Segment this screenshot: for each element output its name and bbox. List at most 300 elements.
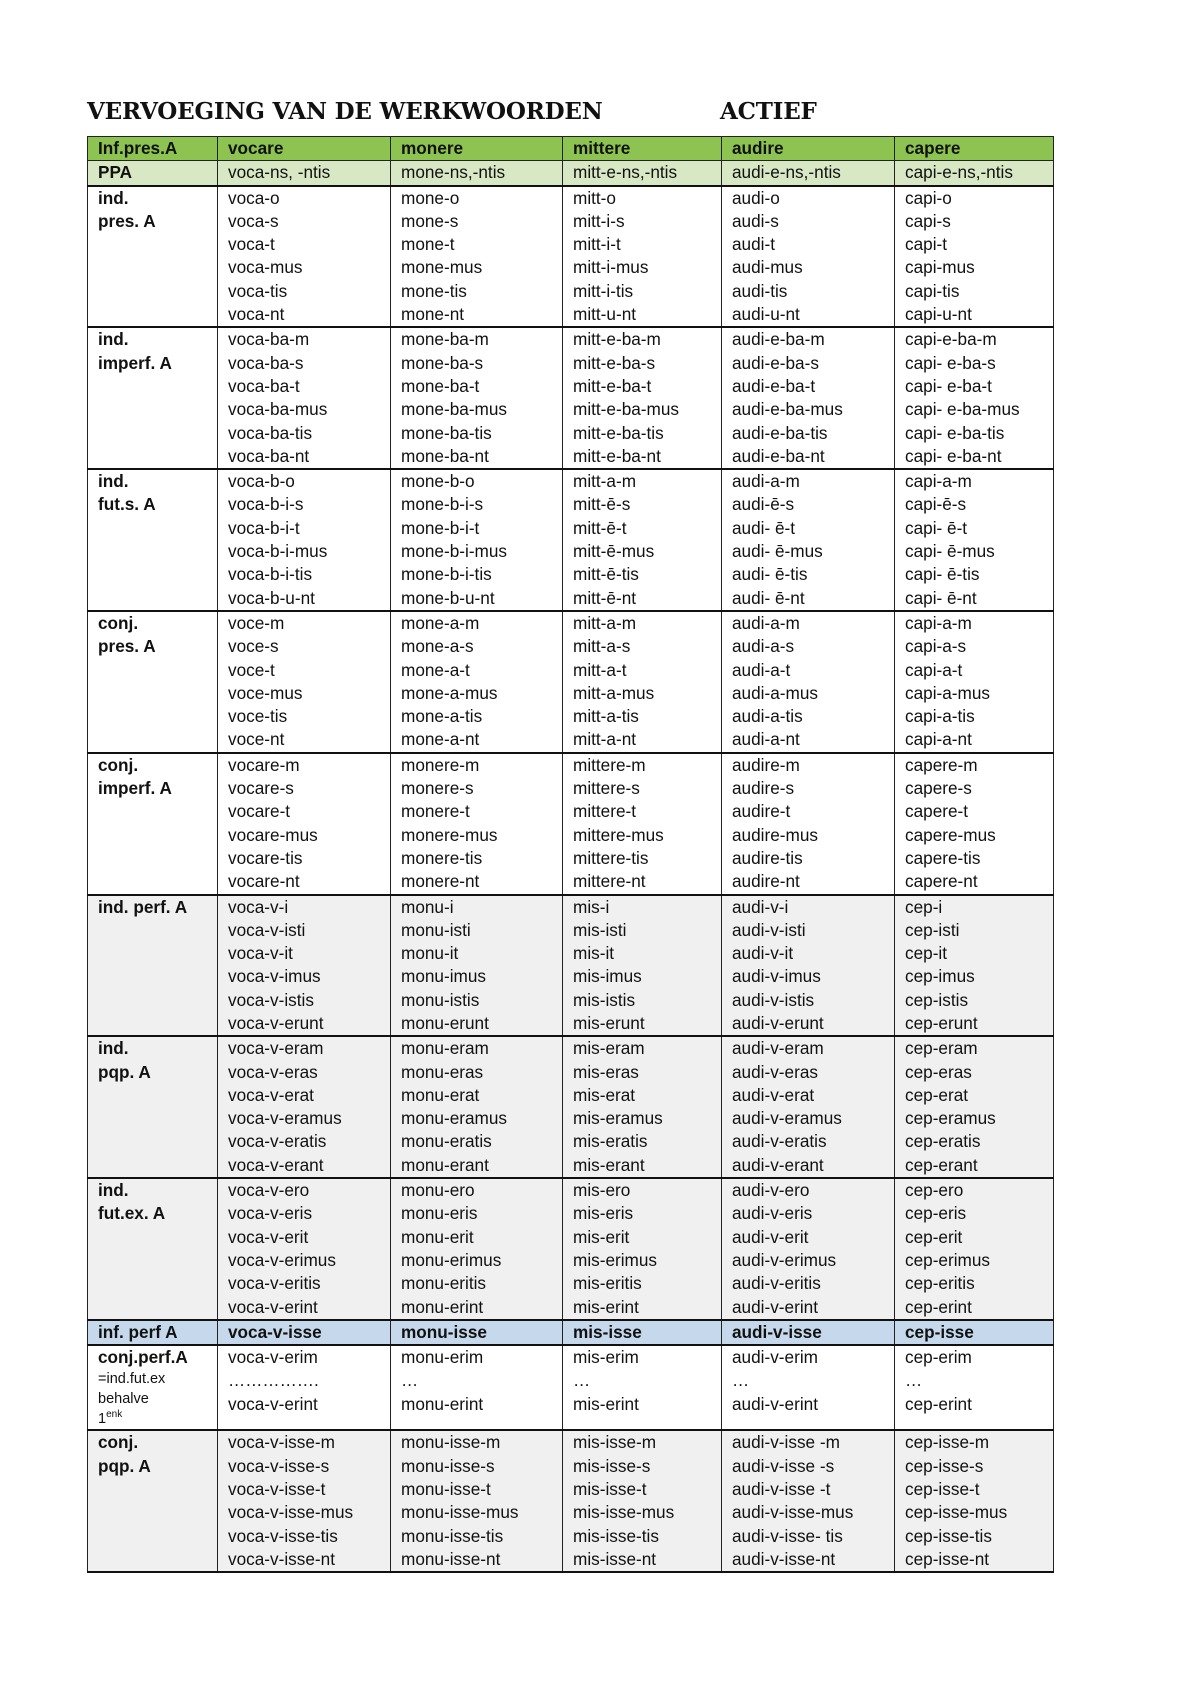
verb-form: voce-t [228,659,275,680]
verb-form: voca-ba-nt [228,445,310,466]
verb-form: capere-t [905,801,969,822]
verb-form: mone-ba-nt [401,445,489,466]
verb-form: audi-e-ba-tis [732,422,828,443]
inf-perf-form: voca-v-isse [218,1320,391,1345]
conjugation-cell [218,1430,391,1572]
verb-form: monu-eris [401,1203,478,1224]
verb-form: capi- e-ba-t [905,375,992,396]
conjugation-cell [391,327,563,469]
verb-form: mone-o [401,187,460,208]
verb-form: mis-eramus [573,1108,663,1129]
verb-form: monere-m [401,754,480,775]
verb-form: monere-tis [401,847,483,868]
verb-form: mitt-a-m [573,471,637,492]
verb-form: mis-erint [573,1296,639,1317]
verb-form: audi-u-nt [732,304,800,325]
verb-form: mittere-nt [573,871,646,892]
conjugation-cell [563,469,722,611]
verb-form: audi-v-eras [732,1061,818,1082]
verb-form: voca-b-i-s [228,494,304,515]
verb-form: mone-a-tis [401,706,483,727]
verb-form: monu-isse-m [401,1432,501,1453]
verb-form: capere-s [905,778,972,799]
verb-form: mis-eris [573,1203,634,1224]
verb-form: audi-v-eratis [732,1131,827,1152]
tense-group-row [88,1430,1054,1572]
verb-form: cep-ero [905,1180,964,1201]
verb-form: capi-a-m [905,471,972,492]
tense-label-line: fut.s. A [98,494,156,515]
verb-form: vocare-m [228,754,300,775]
tense-label-line: pres. A [98,210,156,231]
verb-form: voca-nt [228,304,285,325]
verb-form: mis-isse-nt [573,1548,657,1569]
verb-form: cep-erim [905,1347,972,1368]
verb-form: voca-mus [228,257,303,278]
verb-form: voca-v-erint [228,1393,318,1414]
verb-form: voca-v-isse-s [228,1455,330,1476]
verb-form: audi-v-isse -s [732,1455,835,1476]
verb-form: capere-mus [905,824,996,845]
verb-form: audi-a-m [732,471,800,492]
verb-form: capere-nt [905,871,978,892]
verb-form: mone-ba-s [401,352,484,373]
verb-form: mis-eritis [573,1273,642,1294]
verb-form: capi- e-ba-tis [905,422,1005,443]
verb-form: voca-ba-tis [228,422,313,443]
verb-form: cep-eras [905,1061,972,1082]
verb-form: audi-v-erint [732,1296,818,1317]
conjugation-cell [391,1036,563,1178]
verb-form: mis-istis [573,989,636,1010]
verb-form: audi- ē-nt [732,587,805,608]
verb-form: audire-m [732,754,800,775]
tense-label-line: imperf. A [98,778,172,799]
verb-form: capi- ē-mus [905,541,995,562]
verb-form: … [905,1370,923,1391]
verb-form: monere-s [401,778,474,799]
verb-form: capi- ē-tis [905,564,980,585]
conjugation-cell [722,469,895,611]
verb-form: monu-erit [401,1226,474,1247]
verb-form: mitt-ē-s [573,494,631,515]
verb-form: mis-erat [573,1084,636,1105]
verb-form: mis-isse-mus [573,1502,675,1523]
ppa-form: voca-ns, -ntis [218,161,391,186]
verb-form: mittere-s [573,778,640,799]
verb-form: voce-tis [228,706,288,727]
tense-label-line: ind. [98,329,129,350]
verb-form: mis-isse-t [573,1479,647,1500]
verb-form: cep-istis [905,989,969,1010]
verb-form: audi-v-erint [732,1393,818,1414]
verb-form: audi-v-isse- tis [732,1525,843,1546]
verb-form: audi-v-isse-mus [732,1502,854,1523]
verb-form: audi-v-i [732,896,789,917]
conjugation-cell [563,753,722,895]
verb-form: mitt-ē-t [573,517,627,538]
tense-label [88,611,218,753]
verb-form: capi-o [905,187,952,208]
person-superscript: enk [106,1409,123,1421]
tense-label-line: ind. perf. A [98,896,188,917]
verb-form: mitt-i-mus [573,257,649,278]
verb-form: mis-it [573,943,615,964]
verb-form: monu-erunt [401,1012,489,1033]
verb-form: voca-v-eratis [228,1131,327,1152]
verb-form: voca-v-isse-m [228,1432,335,1453]
conjugation-cell [722,611,895,753]
tense-label-note: behalve [98,1391,149,1408]
conjugation-cell [218,1178,391,1320]
verb-form: mis-eram [573,1038,645,1059]
verb-form: voca-v-erim [228,1347,318,1368]
verb-form: cep-isti [905,919,960,940]
inf-perf-form: monu-isse [391,1320,563,1345]
verb-form: mis-eras [573,1061,639,1082]
conjugation-cell [563,327,722,469]
verb-form: cep-isse-mus [905,1502,1008,1523]
verb-form: mone-ba-t [401,375,480,396]
verb-form: audi- ē-mus [732,541,823,562]
verb-form: voca-v-erat [228,1084,314,1105]
verb-form: capere-tis [905,847,981,868]
verb-form: voca-ba-m [228,329,310,350]
tense-label [88,469,218,611]
tense-label-line: conj. [98,1432,139,1453]
verb-form: voca-v-it [228,943,293,964]
verb-form: audi-v-eritis [732,1273,821,1294]
verb-form: audi-e-ba-m [732,329,825,350]
verb-form: voca-v-isse-tis [228,1525,338,1546]
verb-form: voca-v-istis [228,989,314,1010]
tense-label-line: pqp. A [98,1455,151,1476]
verb-form: cep-eratis [905,1131,981,1152]
tense-label-line: ind. [98,187,129,208]
verb-form: audire-s [732,778,795,799]
verb-form: monu-isse-tis [401,1525,504,1546]
conjugation-cell [391,1178,563,1320]
verb-form: audi-v-erat [732,1084,815,1105]
verb-form: mitt-i-t [573,234,621,255]
tense-label [88,753,218,895]
verb-form: vocare-mus [228,824,318,845]
tense-label [88,895,218,1037]
verb-form: mittere-tis [573,847,649,868]
verb-form: audi-v-eris [732,1203,813,1224]
verb-form: voce-mus [228,682,303,703]
verb-form: audi-a-nt [732,729,800,750]
verb-form: capi-a-mus [905,682,991,703]
verb-form: voca-v-eras [228,1061,318,1082]
conjugation-cell [895,753,1054,895]
verb-form: voca-b-i-mus [228,541,328,562]
verb-form: vocare-s [228,778,294,799]
verb-form: voca-tis [228,280,288,301]
tense-label-line: conj. [98,612,139,633]
tense-label-line: ind. [98,1180,129,1201]
verb-form: capi-e-ba-m [905,329,997,350]
verb-form: capi-tis [905,280,960,301]
tense-label-line: ind. [98,1038,129,1059]
conjugation-cell [722,753,895,895]
inf-perf-form: mis-isse [563,1320,722,1345]
verb-form: mone-ba-m [401,329,489,350]
inf-perf-label: inf. perf A [88,1320,218,1345]
verb-form: cep-eris [905,1203,967,1224]
conjugation-cell [563,1430,722,1572]
verb-form: capi-a-m [905,612,972,633]
verb-form: mone-a-t [401,659,470,680]
verb-form: capi-a-s [905,636,967,657]
conjugation-cell [391,1345,563,1430]
verb-form: mitt-a-mus [573,682,655,703]
tense-label-line: fut.ex. A [98,1203,166,1224]
verb-form: vocare-nt [228,871,300,892]
verb-header: capere [895,137,1054,161]
verb-form: voca-v-isse-t [228,1479,326,1500]
verb-form: mittere-t [573,801,637,822]
tense-label [88,1178,218,1320]
verb-form: mone-ba-mus [401,399,508,420]
verb-form: voca-b-u-nt [228,587,315,608]
verb-form: cep-i [905,896,943,917]
verb-form: voca-v-erint [228,1296,318,1317]
verb-form: voca-b-i-tis [228,564,313,585]
conjugation-cell [563,1178,722,1320]
verb-form: mis-erunt [573,1012,645,1033]
verb-form: voca-b-i-t [228,517,300,538]
verb-form: voca-v-imus [228,966,321,987]
verb-form: mis-erint [573,1393,639,1414]
conjugation-table [87,136,1054,1573]
verb-form: capi- ē-nt [905,587,977,608]
conjugation-cell [391,186,563,328]
tense-label [88,1430,218,1572]
verb-form: voca-v-erunt [228,1012,324,1033]
tense-label-note: =ind.fut.ex [98,1371,166,1388]
verb-form: voca-o [228,187,280,208]
verb-form: mis-isti [573,919,627,940]
verb-form: mone-b-i-s [401,494,484,515]
verb-form: voca-v-eritis [228,1273,321,1294]
verb-form: voca-v-eram [228,1038,324,1059]
verb-form: vocare-t [228,801,291,822]
conjugation-cell [895,1430,1054,1572]
verb-form: monere-mus [401,824,498,845]
verb-form: monu-istis [401,989,480,1010]
conjugation-table-body [88,137,1054,1573]
tense-group-row [88,469,1054,611]
verb-form: voca-v-i [228,896,289,917]
verb-form: monu-isse-s [401,1455,495,1476]
verb-form: audi-v-isti [732,919,806,940]
verb-form: mis-erant [573,1154,645,1175]
tense-label-line: pres. A [98,636,156,657]
conjugation-cell [722,1345,895,1430]
verb-form: mone-b-i-t [401,517,480,538]
verb-form: capi-a-tis [905,706,975,727]
verb-header: monere [391,137,563,161]
verb-form: audi-v-erunt [732,1012,824,1033]
conjugation-cell [895,1036,1054,1178]
verb-form: voca-ba-mus [228,399,328,420]
verb-form: cep-eram [905,1038,978,1059]
verb-form: audi-v-istis [732,989,815,1010]
verb-form: monu-isti [401,919,471,940]
ppa-row [88,161,1054,186]
verb-form: monu-erimus [401,1249,502,1270]
verb-form: audi-o [732,187,780,208]
verb-form: voca-t [228,234,275,255]
verb-form: voca-v-isse-nt [228,1548,335,1569]
conjugation-cell [563,1036,722,1178]
tense-group-row [88,186,1054,328]
conjugation-cell [391,611,563,753]
verb-form: audi-a-t [732,659,791,680]
verb-form: audi-ē-s [732,494,795,515]
verb-form: mitt-a-t [573,659,627,680]
inf-perf-row [88,1320,1054,1345]
conjugation-cell [722,327,895,469]
verb-form: mone-mus [401,257,483,278]
verb-form: mitt-e-ba-s [573,352,656,373]
verb-form: monere-t [401,801,470,822]
tense-group-row [88,327,1054,469]
verb-form: voca-v-erant [228,1154,324,1175]
verb-form: audire-nt [732,871,800,892]
verb-form: audi-a-tis [732,706,803,727]
verb-form: mone-nt [401,304,465,325]
tense-label-line: ind. [98,471,129,492]
verb-form: audi-t [732,234,775,255]
conjugation-cell [218,1036,391,1178]
verb-form: monu-eramus [401,1108,508,1129]
verb-form: monu-ero [401,1180,475,1201]
verb-form: audire-t [732,801,791,822]
ppa-label: PPA [88,161,218,186]
verb-form: audi-v-erant [732,1154,824,1175]
verb-form: mone-a-m [401,612,480,633]
conjugation-cell [563,895,722,1037]
verb-form: cep-isse-s [905,1455,984,1476]
verb-form: capi-ē-s [905,494,967,515]
header-label: Inf.pres.A [88,137,218,161]
verb-form: voca-v-eris [228,1203,313,1224]
conj-perf-row [88,1345,1054,1430]
verb-form: capi-mus [905,257,975,278]
conjugation-cell [391,469,563,611]
verb-form: audi-mus [732,257,803,278]
verb-form: mitt-ē-nt [573,587,637,608]
verb-form: mone-ba-tis [401,422,492,443]
conjugation-cell [563,611,722,753]
verb-form: monu-imus [401,966,487,987]
conjugation-cell [218,327,391,469]
tense-label-line: conj.perf.A [98,1347,188,1368]
inf-perf-form: cep-isse [895,1320,1054,1345]
verb-form: monu-it [401,943,459,964]
verb-form: mis-isse-tis [573,1525,659,1546]
verb-form: audi-e-ba-t [732,375,816,396]
verb-form: voca-v-eramus [228,1108,342,1129]
verb-form: voca-s [228,210,279,231]
conjugation-cell [722,186,895,328]
verb-form: capi-a-nt [905,729,972,750]
verb-form: capi-u-nt [905,304,972,325]
verb-form: monu-isse-t [401,1479,491,1500]
conjugation-cell [391,753,563,895]
verb-form: cep-eritis [905,1273,975,1294]
verb-form: monu-eram [401,1038,489,1059]
verb-form: audi-e-ba-s [732,352,819,373]
verb-form: cep-eramus [905,1108,996,1129]
verb-form: mone-b-i-tis [401,564,492,585]
verb-form: audi-e-ba-mus [732,399,843,420]
conjugation-cell [895,895,1054,1037]
verb-form: voce-m [228,612,285,633]
conjugation-cell [895,469,1054,611]
verb-form: audi-v-eram [732,1038,824,1059]
conjugation-cell [722,1430,895,1572]
verb-form: capi-t [905,234,948,255]
verb-form: cep-isse-nt [905,1548,990,1569]
verb-form: mitt-u-nt [573,304,637,325]
verb-form: mis-erim [573,1347,639,1368]
tense-group-row [88,1036,1054,1178]
verb-form: monu-erant [401,1154,489,1175]
verb-form: capi- ē-t [905,517,968,538]
verb-form: mone-s [401,210,459,231]
verb-form: monu-eratis [401,1131,492,1152]
verb-form: mitt-e-ba-m [573,329,661,350]
title-main: VERVOEGING VAN DE WERKWOORDEN [87,98,603,125]
tense-label-line: conj. [98,754,139,775]
verb-form: mone-b-u-nt [401,587,495,608]
verb-form: monu-erint [401,1393,484,1414]
verb-form: monu-erim [401,1347,484,1368]
verb-form: voca-v-erit [228,1226,309,1247]
verb-form: cep-erat [905,1084,969,1105]
tense-group-row [88,611,1054,753]
verb-form: voce-s [228,636,279,657]
verb-form: voce-nt [228,729,285,750]
tense-label [88,186,218,328]
verb-header: mittere [563,137,722,161]
verb-form: mis-erit [573,1226,630,1247]
conjugation-cell [895,1178,1054,1320]
verb-form: mitt-ē-tis [573,564,639,585]
verb-form: mittere-m [573,754,646,775]
verb-form: capi-a-t [905,659,963,680]
verb-form: audi-a-mus [732,682,818,703]
verb-form: capere-m [905,754,978,775]
tense-label [88,327,218,469]
verb-form: audi- ē-t [732,517,796,538]
verb-form: mitt-i-s [573,210,625,231]
verb-form: mitt-e-ba-t [573,375,652,396]
tense-label [88,1345,218,1430]
verb-form: capi-s [905,210,951,231]
conjugation-cell [722,1036,895,1178]
verb-form: cep-isse-tis [905,1525,992,1546]
verb-form: cep-erunt [905,1012,978,1033]
verb-form: mis-isse-s [573,1455,651,1476]
conjugation-cell [722,895,895,1037]
ppa-form: mitt-e-ns,-ntis [563,161,722,186]
conjugation-cell [218,895,391,1037]
verb-form: vocare-tis [228,847,303,868]
